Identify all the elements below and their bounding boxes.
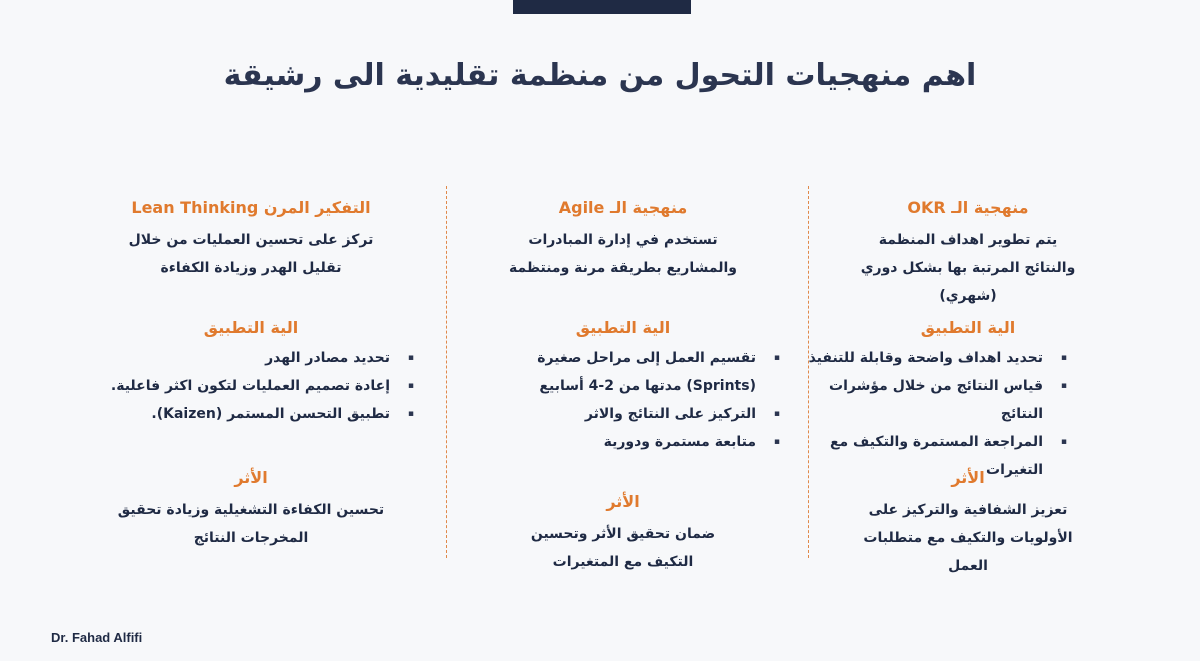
list-item: ▪ إعادة تصميم العمليات لتكون اكثر فاعلية. <box>111 372 414 400</box>
agile-heading: منهجية الـ Agile <box>558 198 688 217</box>
list-item: ▪ تقسيم العمل إلى مراحل صغيرة (Sprints) مدتها من 2-4 أسابيع <box>480 344 780 400</box>
author-credit: Dr. Fahad Alfifi <box>51 630 143 645</box>
lean-application-list <box>111 344 414 428</box>
lean-application-heading: الية التطبيق <box>203 318 299 337</box>
okr-description: يتم تطوير اهداف المنظمة والنتائج المرتبة بها بشكل دوري (شهري) <box>860 232 1076 304</box>
okr-heading: منهجية الـ OKR <box>907 198 1029 217</box>
okr-impact-heading: الأثر <box>951 468 985 487</box>
okr-application-list <box>803 344 1067 484</box>
lean-description: تركز على تحسين العمليات من خلال تقليل الهدر وزيادة الكفاءة <box>128 232 374 276</box>
list-item: ▪ تحديد اهداف واضحة وقابلة للتنفيذ <box>803 344 1067 372</box>
okr-impact-text: تعزيز الشفافية والتركيز على الأولويات والتكيف مع متطلبات العمل <box>863 502 1073 574</box>
list-item: ▪ تحديد مصادر الهدر <box>111 344 414 372</box>
list-item: ▪ قياس النتائج من خلال مؤشرات النتائج <box>803 372 1067 428</box>
list-item: ▪ المراجعة المستمرة والتكيف مع التغيرات <box>803 428 1067 484</box>
lean-impact-heading: الأثر <box>234 468 268 487</box>
agile-impact-heading: الأثر <box>606 492 640 511</box>
lean-heading: التفكير المرن Lean Thinking <box>131 198 371 217</box>
top-accent-bar <box>513 0 691 14</box>
agile-impact-text: ضمان تحقيق الأثر وتحسين التكيف مع المتغيرات <box>530 526 716 570</box>
lean-impact-text: تحسين الكفاءة التشغيلية وزيادة تحقيق المخرجات النتائج <box>117 502 385 546</box>
column-divider-left <box>446 186 447 558</box>
okr-application-heading: الية التطبيق <box>920 318 1016 337</box>
page-title: اهم منهجيات التحول من منظمة تقليدية الى رشيقة <box>223 58 977 93</box>
list-item: ▪ متابعة مستمرة ودورية <box>480 428 780 456</box>
agile-description: تستخدم في إدارة المبادرات والمشاريع بطريقة مرنة ومنتظمة <box>508 232 737 276</box>
list-item: ▪ التركيز على النتائج والاثر <box>480 400 780 428</box>
agile-application-list <box>480 344 780 456</box>
agile-application-heading: الية التطبيق <box>575 318 671 337</box>
list-item: ▪ تطبيق التحسن المستمر (Kaizen). <box>111 400 414 428</box>
